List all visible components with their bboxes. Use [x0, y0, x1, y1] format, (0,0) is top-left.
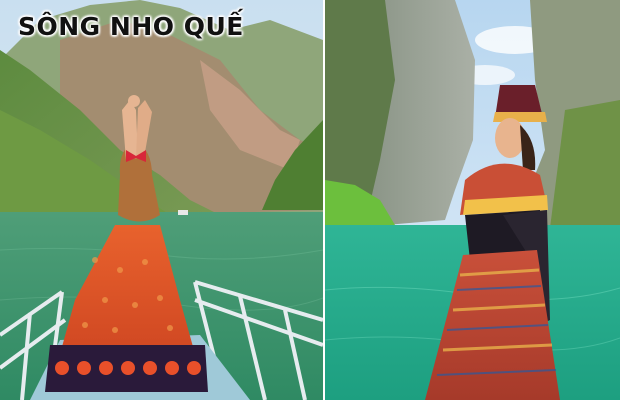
right-photo-scene — [325, 0, 620, 400]
woman-face — [495, 118, 525, 158]
headdress-trim — [493, 112, 547, 122]
right-photo — [325, 0, 620, 400]
location-title: SÔNG NHO QUẾ — [18, 12, 244, 41]
distant-boat — [178, 210, 188, 215]
woman-hands — [128, 95, 140, 107]
